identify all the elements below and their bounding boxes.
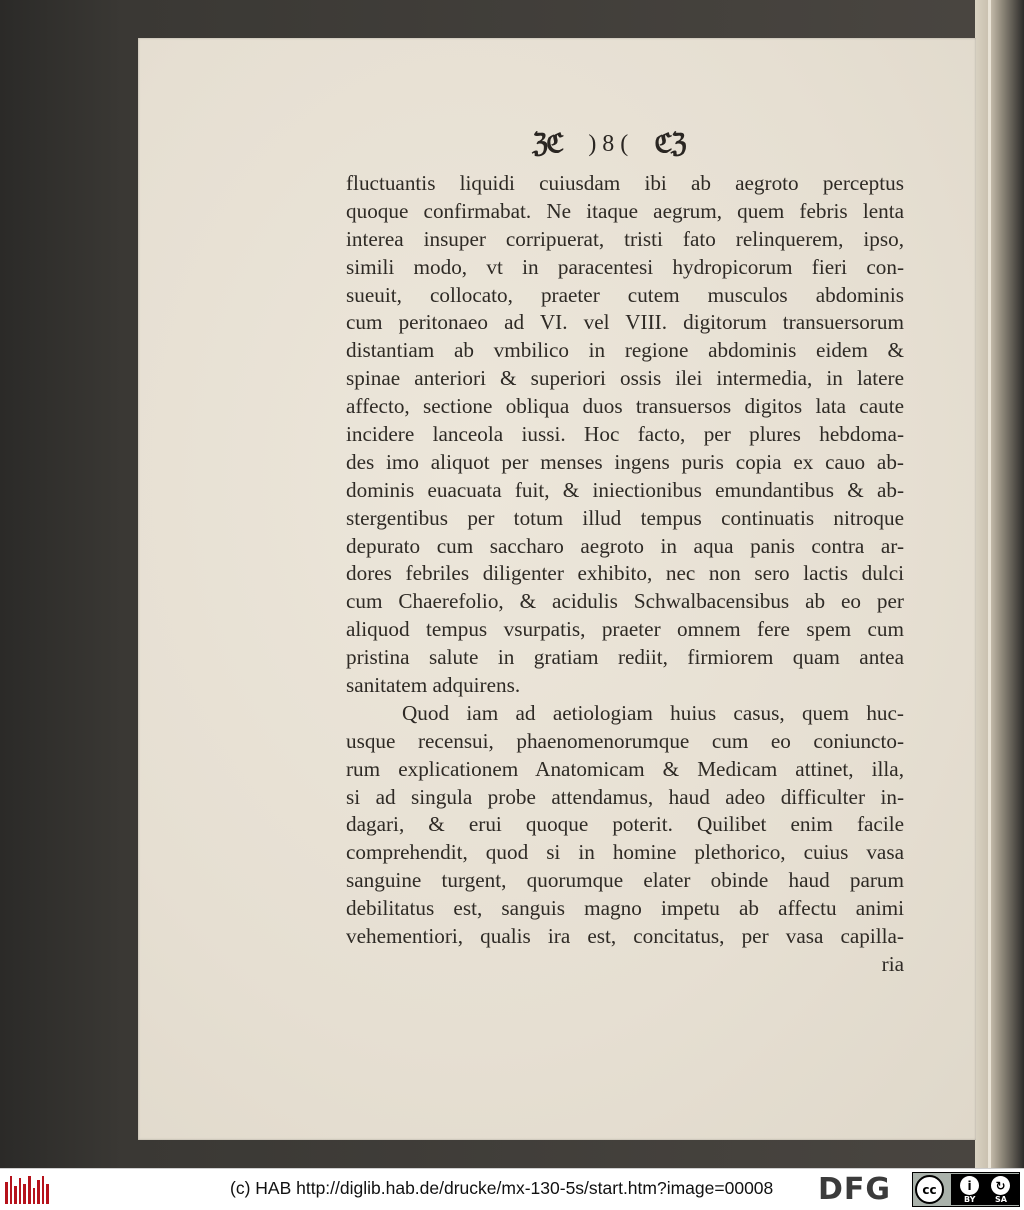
- text-line: dagari, & erui quoque poterit. Quilibet enim facile: [346, 812, 904, 837]
- cc-license-badge[interactable]: [912, 1172, 1020, 1207]
- text-line: cum Chaerefolio, & acidulis Schwalbacensibus ab eo per: [346, 589, 904, 614]
- text-line: vehementiori, qualis ira est, concitatus, per vasa capilla-: [346, 924, 904, 949]
- cc-conditions: [951, 1174, 1019, 1205]
- attribution-icon: i: [960, 1176, 979, 1195]
- body-text: [346, 170, 904, 979]
- text-line: si ad singula probe attendamus, haud adeo difficulter in-: [346, 784, 904, 809]
- copyright-link[interactable]: (c) HAB http://diglib.hab.de/drucke/mx-130-5s/start.htm?image=00008: [230, 1178, 774, 1198]
- text-line: incidere lanceola iussi. Hoc facto, per plures hebdoma-: [346, 422, 904, 447]
- cc-by-label: BY: [964, 1195, 976, 1204]
- text-line: aliquod tempus vsurpatis, praeter omnem fere spem cum: [346, 617, 904, 642]
- text-line: debilitatus est, sanguis magno impetu ab affectu animi: [346, 896, 904, 921]
- adjacent-page-highlight: [988, 0, 991, 1168]
- header-right-ornament: ℭℨ: [654, 129, 685, 158]
- header-left-ornament: ℨℭ: [532, 129, 563, 158]
- text-line: dores febriles diligenter exhibito, nec non sero lactis dulci: [346, 561, 904, 586]
- text-line: des imo aliquot per menses ingens puris copia ex cauo ab-: [346, 449, 904, 474]
- text-line: cum peritonaeo ad VI. vel VIII. digitorum transuersorum: [346, 310, 904, 335]
- footer-bar: [0, 1168, 1024, 1210]
- text-line: interea insuper corripuerat, tristi fato relinquerem, ipso,: [346, 226, 904, 251]
- text-line: pristina salute in gratiam rediit, firmiorem quam antea: [346, 645, 904, 670]
- text-line: usque recensui, phaenomenorumque cum eo coniuncto-: [346, 728, 904, 753]
- text-line-paragraph-start: Quod iam ad aetiologiam huius casus, quem huc-: [402, 700, 904, 725]
- text-line: rum explicationem Anatomicam & Medicam attinet, illa,: [346, 756, 904, 781]
- text-line: sanguine turgent, quorumque elater obinde haud parum: [346, 868, 904, 893]
- catchword: ria: [881, 951, 904, 976]
- page-header: [532, 126, 742, 162]
- text-line: fluctuantis liquidi cuiusdam ibi ab aegroto perceptus: [346, 171, 904, 195]
- page-number: ) 8 (: [588, 130, 629, 157]
- text-line: distantiam ab vmbilico in regione abdominis eidem &: [346, 338, 904, 363]
- text-line: affecto, sectione obliqua duos transuersos digitos lata caute: [346, 394, 904, 419]
- dfg-logo[interactable]: DFG: [818, 1172, 892, 1207]
- cc-icon: cc: [915, 1175, 944, 1204]
- text-line: spinae anteriori & superiori ossis ilei intermedia, in latere: [346, 366, 904, 391]
- text-line: quoque confirmabat. Ne itaque aegrum, quem febris lenta: [346, 198, 904, 223]
- text-line: stergentibus per totum illud tempus continuatis nitroque: [346, 505, 904, 530]
- text-line: depurato cum saccharo aegroto in aqua panis contra ar-: [346, 533, 904, 558]
- text-line: dominis euacuata fuit, & iniectionibus emundantibus & ab-: [346, 477, 904, 502]
- text-line-paragraph-end: sanitatem adquirens.: [346, 673, 521, 698]
- text-line: sueuit, collocato, praeter cutem musculos abdominis: [346, 282, 904, 307]
- hab-logo-icon[interactable]: [5, 1176, 49, 1204]
- adjacent-page-edge: [975, 0, 1024, 1168]
- text-line: comprehendit, quod si in homine plethorico, cuius vasa: [346, 840, 904, 865]
- text-line: simili modo, vt in paracentesi hydropicorum fieri con-: [346, 254, 904, 279]
- cc-sa-label: SA: [995, 1195, 1007, 1204]
- share-alike-icon: ↻: [991, 1176, 1010, 1195]
